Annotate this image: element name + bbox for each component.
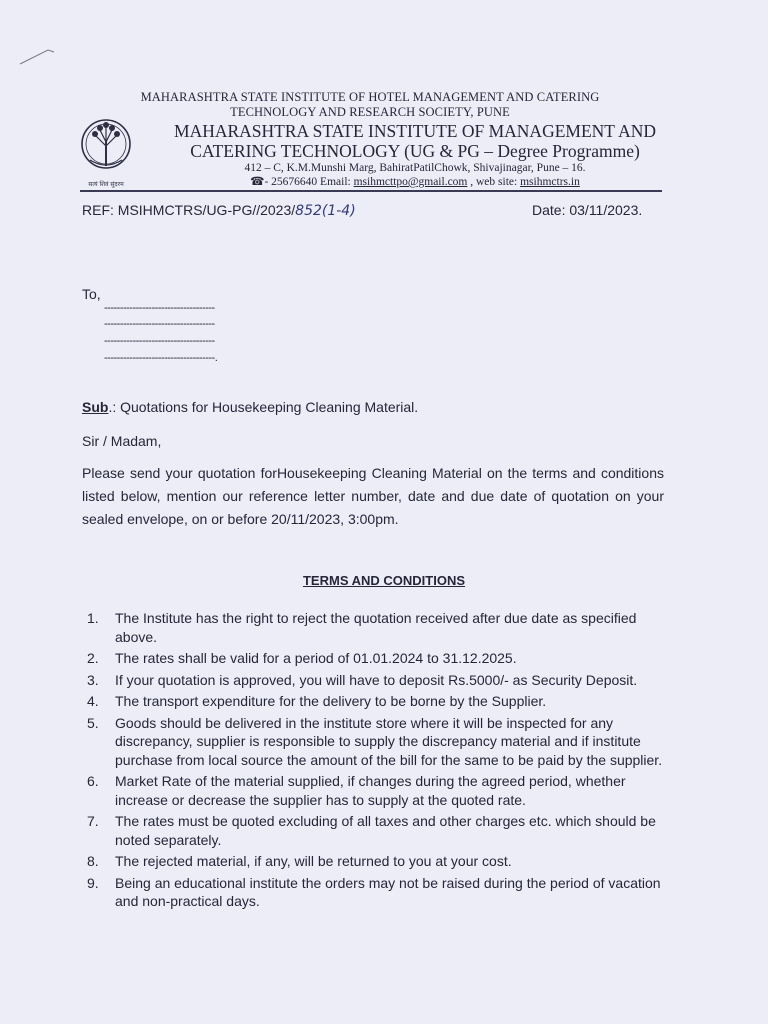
terms-item-number: 8. — [87, 853, 99, 869]
salutation: Sir / Madam, — [82, 433, 162, 449]
terms-item-text: Goods should be delivered in the institute store where it will be inspected for any discrepancy, supplier is responsible to supply the discrepancy material and if institute purchase from local source the amount of the bill for the same to be paid by the supplier. — [115, 714, 663, 768]
address-blank-line: ----------------------------------- — [104, 335, 215, 347]
contact-line — [160, 175, 670, 189]
institute-tree-emblem-icon — [78, 116, 134, 192]
address-line: 412 – C, K.M.Munshi Marg, BahiratPatilChowk, Shivajinagar, Pune – 16. — [244, 162, 586, 174]
institute-line-1: MAHARASHTRA STATE INSTITUTE OF MANAGEMENT AND — [174, 121, 656, 141]
terms-item-text: The Institute has the right to reject the quotation received after due date as specified above. — [115, 610, 637, 645]
institute-line-2: CATERING TECHNOLOGY (UG & PG – Degree Programme) — [190, 141, 640, 161]
terms-item-text: Market Rate of the material supplied, if changes during the agreed period, whether increase or decrease the supplier has to supply at the quoted rate. — [115, 773, 626, 808]
email-link[interactable]: msihmcttpo@gmail.com — [353, 176, 468, 188]
society-line-1: MAHARASHTRA STATE INSTITUTE OF HOTEL MANAGEMENT AND CATERING — [140, 90, 600, 104]
terms-item-number: 7. — [87, 813, 99, 829]
terms-item-number: 1. — [87, 610, 99, 626]
address-blank-line: -----------------------------------. — [104, 352, 218, 364]
terms-item-text: Being an educational institute the orders may not be raised during the period of vacation and non-practical days. — [115, 874, 661, 909]
terms-item-text: The rates shall be valid for a period of 01.01.2024 to 31.12.2025. — [115, 650, 517, 666]
terms-item-number: 6. — [87, 773, 99, 789]
letter-subject — [82, 399, 418, 415]
letter-body: Please send your quotation forHousekeeping Cleaning Material on the terms and conditions listed below, mention our reference letter number, date and due date of quotation on your sealed envelope, on or before 20/11/2023, 3:00pm. — [82, 465, 664, 527]
institute-name — [160, 121, 670, 161]
terms-item-text: The rejected material, if any, will be returned to you at your cost. — [115, 853, 512, 869]
to-label: To, — [82, 286, 101, 302]
subject-text: .: Quotations for Housekeeping Cleaning Material. — [108, 399, 419, 415]
terms-item — [82, 671, 666, 690]
terms-item-number: 2. — [87, 650, 99, 666]
terms-heading: TERMS AND CONDITIONS — [302, 573, 466, 588]
reference-text: REF: MSIHMCTRS/UG-PG//2023/ — [82, 202, 296, 218]
terms-item-text: If your quotation is approved, you will have to deposit Rs.5000/- as Security Deposit. — [115, 671, 638, 688]
terms-item — [82, 874, 666, 911]
terms-item — [82, 692, 666, 711]
terms-item — [82, 609, 666, 646]
website-link[interactable]: msihmctrs.in — [520, 176, 580, 188]
svg-text:सत्यं शिवं सुंदरम: सत्यं शिवं सुंदरम — [88, 181, 124, 188]
terms-item-number: 9. — [87, 874, 99, 891]
terms-item — [82, 812, 666, 849]
institute-address — [160, 161, 670, 189]
terms-item — [82, 772, 666, 809]
terms-item-number: 3. — [87, 671, 99, 688]
terms-item-text: The rates must be quoted excluding of all taxes and other charges etc. which should be noted separately. — [115, 813, 656, 848]
address-blank-line: ----------------------------------- — [104, 318, 215, 330]
letter-date: Date: 03/11/2023. — [532, 202, 643, 218]
website-label: , web site: — [467, 176, 521, 188]
society-line-2: TECHNOLOGY AND RESEARCH SOCIETY, PUNE — [230, 105, 510, 119]
terms-item-text: The transport expenditure for the delivery to be borne by the Supplier. — [115, 693, 547, 709]
address-blank-line: ----------------------------------- — [104, 302, 215, 314]
reference-number — [82, 202, 356, 219]
paper-mark — [18, 46, 58, 68]
letterhead-divider — [80, 190, 662, 192]
society-name — [100, 90, 640, 120]
terms-item-number: 5. — [87, 714, 99, 731]
handwritten-reference: 852(1-4) — [295, 203, 356, 219]
terms-item — [82, 714, 666, 770]
terms-item — [82, 852, 666, 871]
phone-label: ☎- 25676640 Email: — [250, 176, 354, 188]
terms-item-number: 4. — [87, 693, 99, 709]
terms-item — [82, 649, 666, 668]
subject-label: Sub — [82, 399, 109, 415]
terms-list — [82, 609, 666, 914]
